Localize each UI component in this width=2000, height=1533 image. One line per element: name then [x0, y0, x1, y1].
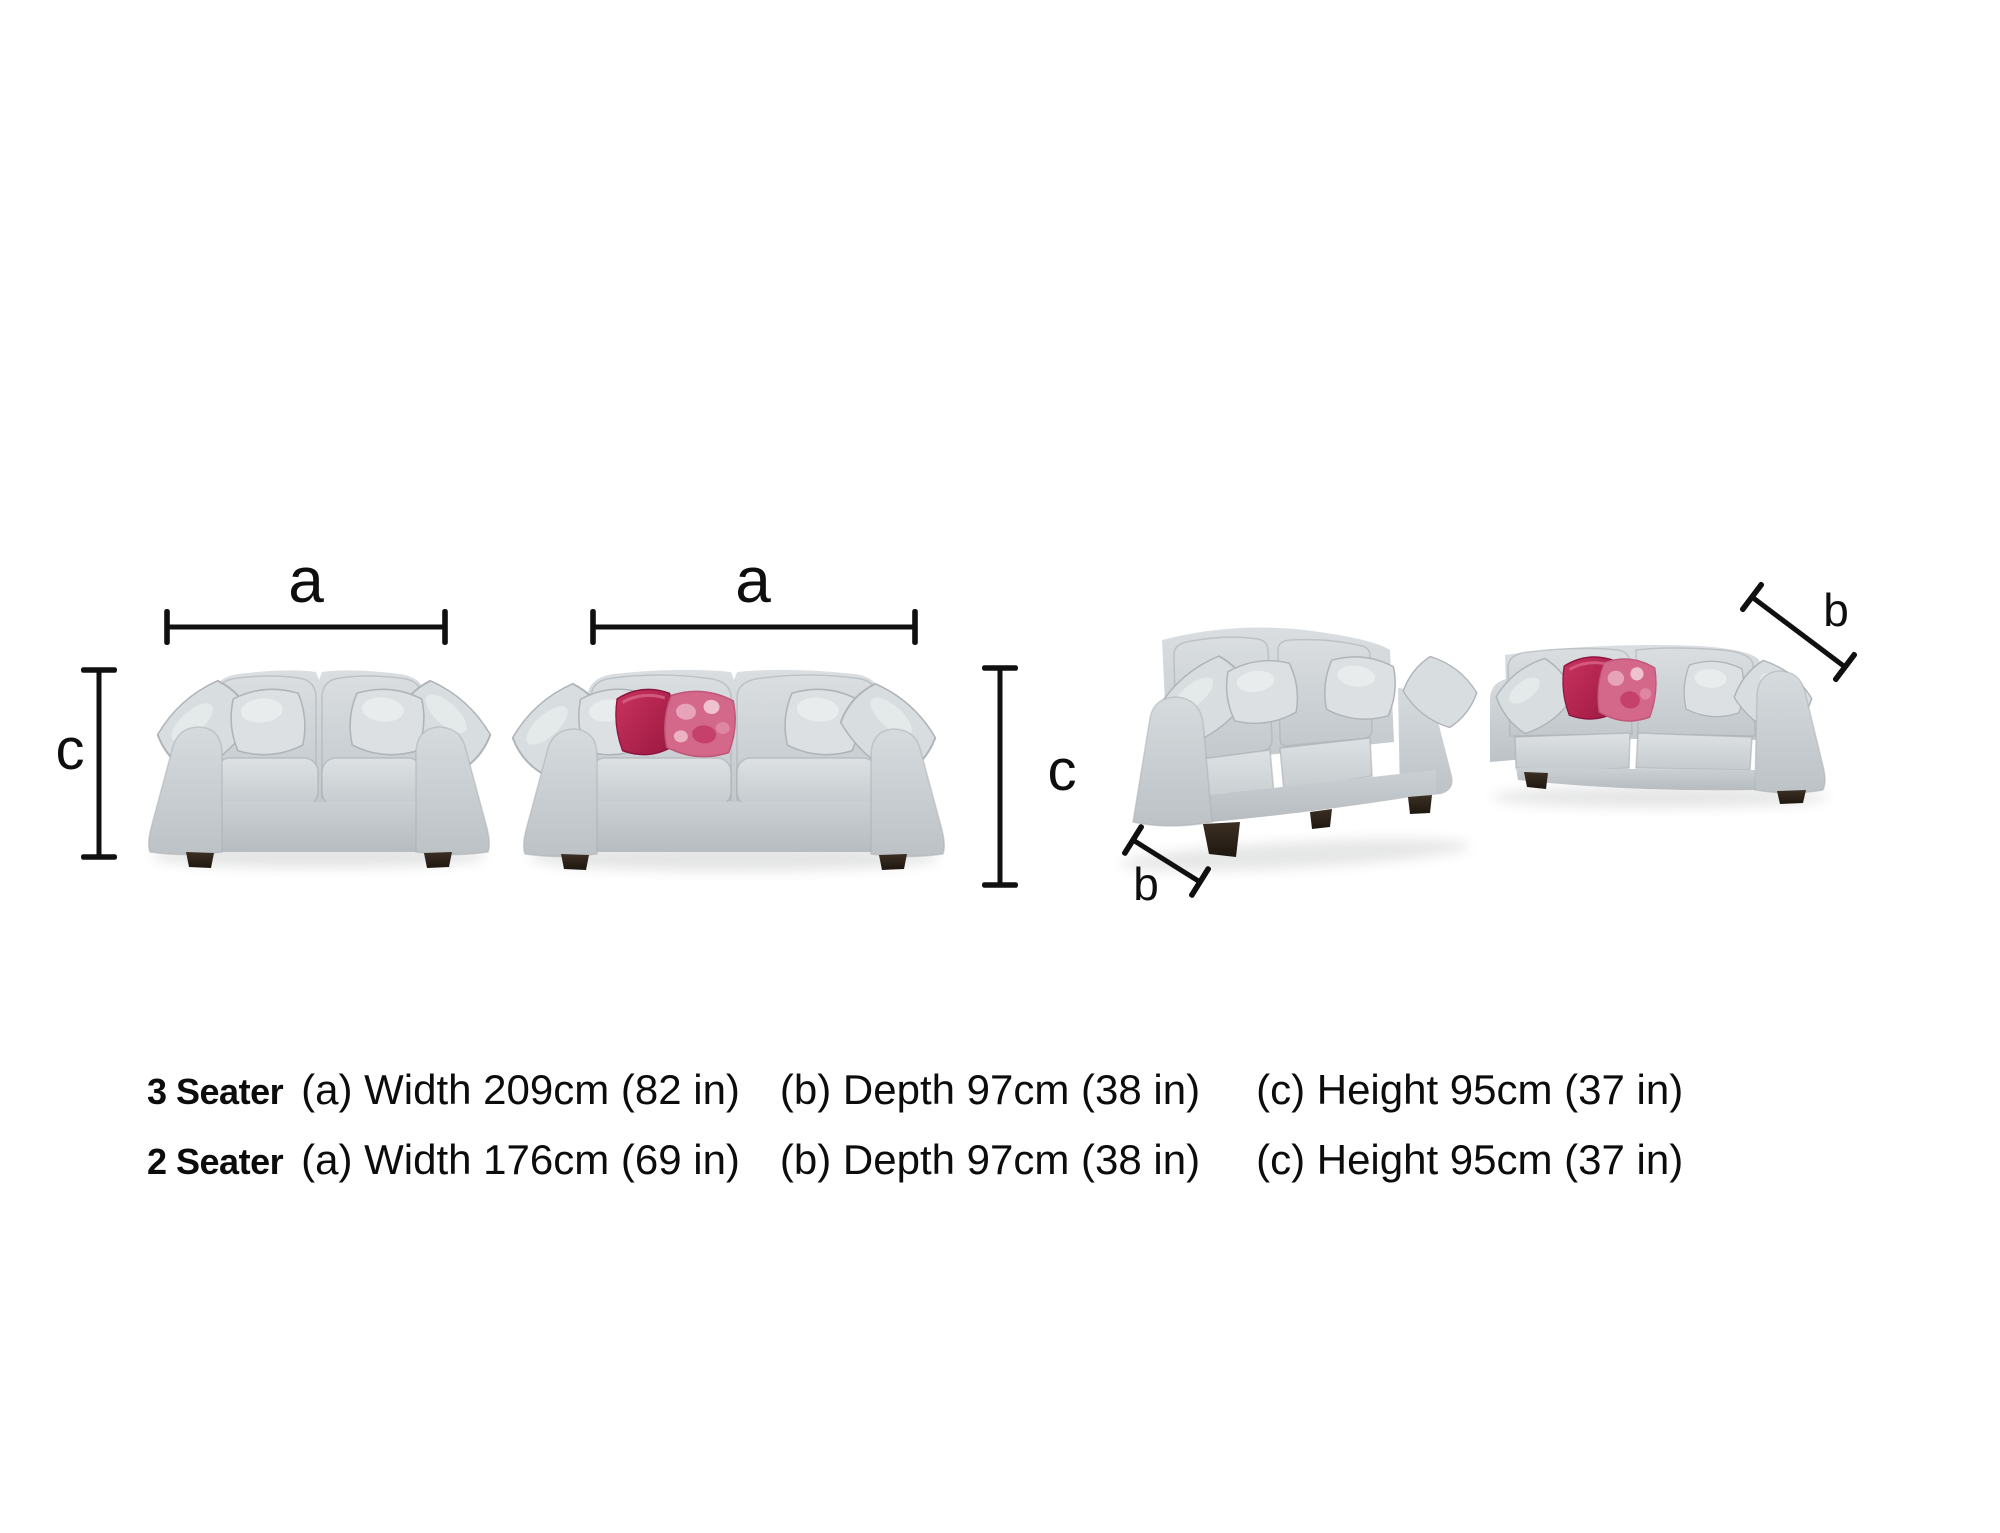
sofa-arm: [871, 729, 944, 857]
depth-label-right: b: [1823, 584, 1849, 636]
sofa-base: [1516, 768, 1755, 790]
sofa-seat-cushion: [1515, 733, 1630, 770]
sofa-base: [597, 802, 871, 852]
sofa-seat-cushion: [216, 758, 318, 806]
sofa-foot: [424, 852, 452, 868]
spec-row-2-seater: [147, 1136, 1683, 1184]
sofa-foot: [561, 854, 589, 870]
scatter-pillow: [348, 686, 427, 757]
height-label-left: c: [55, 717, 85, 782]
width-label-3-seater: a: [735, 544, 771, 616]
sofa-seat-cushion: [322, 758, 422, 806]
dimension-spec-table: [147, 1066, 1683, 1184]
sofa-shadow: [1120, 833, 1471, 877]
sofa-seat-cushion: [1636, 733, 1752, 770]
sofa-foot: [1524, 772, 1548, 789]
sofa-foot: [1408, 795, 1432, 814]
spec-height-value: (c) Height 95cm (37 in): [1256, 1136, 1684, 1183]
sofa-foot: [1310, 809, 1332, 829]
spec-depth-value: (b) Depth 97cm (38 in): [779, 1066, 1201, 1113]
spec-height-value: (c) Height 95cm (37 in): [1256, 1066, 1684, 1113]
sofa-arm: [1133, 697, 1212, 826]
sofa-foot: [186, 852, 214, 868]
scatter-pillow: [229, 686, 308, 757]
accent-pillow-floral: [1595, 656, 1659, 723]
spec-depth-value: (b) Depth 97cm (38 in): [779, 1136, 1201, 1183]
accent-pillow-floral: [662, 689, 737, 760]
spec-width-value: (a) Width 176cm (69 in): [301, 1136, 740, 1183]
sofa-2-seater-front-illustration: [149, 670, 499, 868]
sofa-foot: [879, 854, 907, 870]
width-label-2-seater: a: [288, 544, 324, 616]
spec-row-3-seater: [147, 1066, 1683, 1114]
scatter-pillow: [1682, 659, 1745, 718]
spec-product-name: 2 Seater: [147, 1141, 284, 1182]
sofa-arm: [149, 727, 222, 855]
scatter-pillow: [1322, 654, 1398, 723]
sofa-angled-left-facing-illustration: [1489, 645, 1828, 808]
depth-label-left: b: [1133, 858, 1159, 910]
sofa-angled-right-facing-illustration: [1120, 628, 1484, 878]
sofa-base: [222, 802, 416, 852]
sofa-seat-cushion: [591, 758, 731, 806]
sofa-foot: [1203, 822, 1240, 857]
sofa-3-seater-front-illustration: [504, 670, 944, 871]
height-label-right: c: [1047, 738, 1077, 803]
sofa-arm: [1755, 671, 1825, 793]
sofa-seat-cushion: [737, 758, 877, 806]
spec-width-value: (a) Width 209cm (82 in): [301, 1066, 740, 1113]
sofa-foot: [1777, 790, 1806, 804]
spec-product-name: 3 Seater: [147, 1071, 284, 1112]
